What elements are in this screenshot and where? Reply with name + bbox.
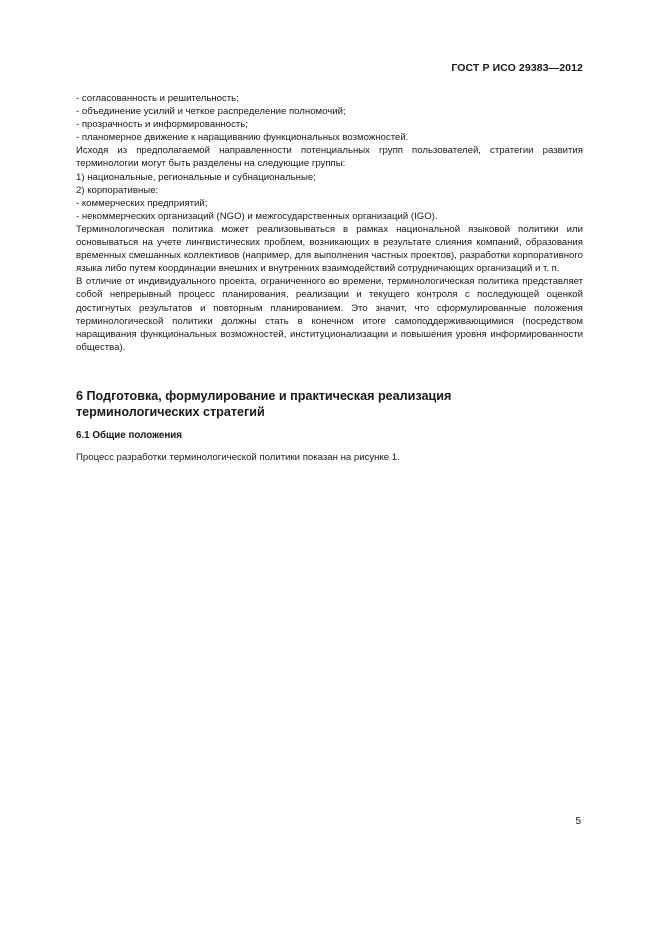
list-item: - некоммерческих организаций (NGO) и межгосударственных организаций (IGO). <box>76 210 438 222</box>
section-paragraph: Процесс разработки терминологической политики показан на рисунке 1. <box>76 452 400 463</box>
list-item: 2) корпоративные: <box>76 184 159 196</box>
list-item: - объединение усилий и четкое распределение полномочий; <box>76 106 346 118</box>
list-item: - согласованность и решительность; <box>76 93 239 104</box>
list-item: - прозрачность и информированность; <box>76 119 248 131</box>
page-number: 5 <box>575 816 581 827</box>
list-item: - коммерческих предприятий; <box>76 197 208 209</box>
subsection-title: 6.1 Общие положения <box>76 430 183 441</box>
paragraph-groups: Исходя из предполагаемой направленности потенциальных групп пользователей, стратегии развития терминологии могут быть разделены на следующие группы: <box>76 145 583 170</box>
body-text <box>76 92 583 354</box>
document-code-header: ГОСТ Р ИСО 29383—2012 <box>451 62 583 74</box>
paragraph-policy: Терминологическая политика может реализовываться в рамках национальной языковой политики или основываться на учете лингвистических проблем, возникающих в результате слияния компаний, образования временных смешанных коллективов (например, для выполнения частных проектов), разработки корпоративного языка либо путем координации внешних и внутренних взаимодействий сотрудничающих организаций и т. п. <box>76 223 583 275</box>
list-item: 1) национальные, региональные и субнациональные; <box>76 171 316 183</box>
section-title: 6 Подготовка, формулирование и практическая реализация терминологических стратегий <box>76 389 452 419</box>
list-item: - планомерное движение к наращиванию функциональных возможностей. <box>76 132 409 144</box>
paragraph-process: В отличие от индивидуального проекта, ограниченного во времени, терминологическая политика представляет собой непрерывный процесс планирования, реализации и текущего контроля с последующей оценкой достигнутых результатов и повторным планированием. Это значит, что сформулированные положения терминологической политики должны стать в конечном итоге самоподдерживающимися (посредством наращивания функциональных возможностей, институционализации и повышения уровня информированности общества). <box>76 276 583 353</box>
